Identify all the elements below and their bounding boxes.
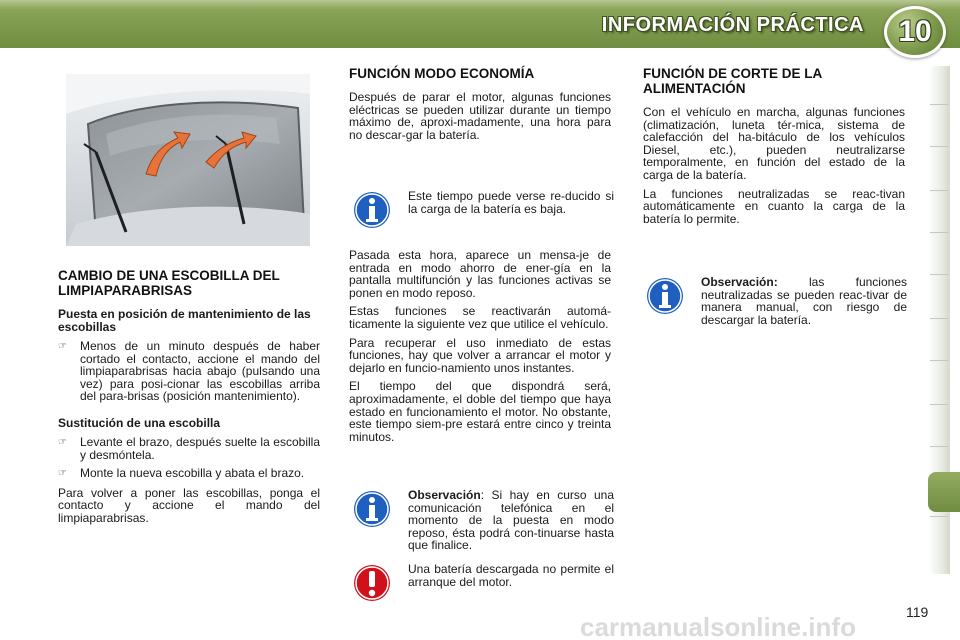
power-cut-section: [643, 66, 905, 231]
economy-intro: Después de parar el motor, algunas funciones eléctricas se pueden utilizar durante un tiempo máximo de, aproxi-madamente, una hora para no descar-gar la batería.: [349, 90, 611, 142]
info-icon: [352, 190, 392, 230]
tab-divider: [930, 360, 948, 361]
economy-paragraph: El tiempo del que dispondrá será, aproximadamente, el doble del tiempo que haya estado en funcionamiento el motor. No obstante, este tiempo siem-pre estará entre cinco y treinta minutos.: [349, 379, 611, 444]
chapter-badge: [884, 6, 946, 58]
chapter-number: 10: [898, 15, 932, 48]
note-text: Este tiempo puede verse re-ducido si la carga de la batería es baja.: [408, 189, 614, 216]
list-item: [58, 467, 320, 481]
note-text: [701, 276, 907, 326]
tab-divider: [930, 274, 948, 275]
tab-divider: [930, 104, 948, 105]
arrow-bullet-icon: ☞: [58, 341, 67, 352]
info-icon: [645, 276, 685, 316]
note-text: Una batería descargada no permite el arranque del motor.: [408, 562, 614, 589]
note-body: las funciones neutralizadas se pueden reac-tivar de manera manual, con riesgo de descargar la batería.: [701, 275, 907, 327]
bullet-text: Menos de un minuto después de haber cortado el contacto, accione el mando del limpiaparabrisas hacia abajo (pulsando una vez) para posi-cionar las escobillas arriba del para-brisas (posición mantenimiento).: [80, 339, 320, 404]
info-icon: [352, 489, 392, 529]
note-body: : Si hay en curso una comunicación telefónica en el momento de la puesta en modo reposo, ésta podrá con-tinuarse hasta que finalice.: [408, 488, 614, 553]
economy-mode-heading: FUNCIÓN MODO ECONOMÍA: [349, 66, 535, 81]
replacement-subheading: Sustitución de una escobilla: [58, 415, 221, 430]
info-note-phone-call: [352, 489, 614, 555]
tab-divider: [930, 232, 948, 233]
economy-details: [349, 249, 611, 449]
tab-divider: [930, 516, 948, 517]
list-item: [58, 436, 320, 461]
economy-paragraph: Pasada esta hora, aparece un mensa-je de entrada en modo ahorro de ener-gía en la pantalla multifunción y las funciones activas se ponen en modo reposo.: [349, 248, 611, 300]
chapter-title: INFORMACIÓN PRÁCTICA: [601, 14, 864, 36]
watermark: carmanualsonline.info: [580, 612, 856, 640]
tab-divider: [930, 446, 948, 447]
bullet-text: Levante el brazo, después suelte la escobilla y desmóntela.: [80, 434, 320, 462]
wiper-heading: CAMBIO DE UNA ESCOBILLA DEL LIMPIAPARABRISAS: [58, 268, 280, 298]
note-text: [408, 489, 614, 552]
exclamation-icon: [352, 563, 392, 603]
note-label: Observación:: [701, 275, 778, 289]
economy-paragraph: Estas funciones se reactivarán automá-ticamente la siguiente vez que utilice el vehículo.: [349, 304, 611, 331]
header-shine: [0, 0, 960, 10]
bullet-text: Monte la nueva escobilla y abata el brazo.: [80, 466, 305, 481]
windscreen-illustration: [66, 74, 310, 246]
note-label: Observación: [408, 488, 481, 502]
arrow-bullet-icon: ☞: [58, 468, 67, 480]
economy-paragraph: Para recuperar el uso inmediato de estas funciones, hay que volver a arrancar el motor y dejarlo en funcio-namiento unos instantes.: [349, 335, 611, 375]
tab-divider: [930, 190, 948, 191]
power-cut-paragraph: Con el vehículo en marcha, algunas funciones (climatización, luneta tér-mica, sistema de calefacción del ha-bitáculo de los vehículos Diesel, etc.), pueden neutralizarse temporalmente, en función del estado de la carga de la batería.: [643, 105, 905, 182]
list-item: [58, 340, 320, 403]
page-number: 119: [906, 604, 929, 620]
page-header: [0, 0, 960, 48]
windscreen-wiper-photo: [66, 74, 310, 246]
info-note-reduced-time: [352, 190, 614, 236]
power-cut-paragraph: La funciones neutralizadas se reac-tivan automáticamente en cuanto la carga de la batería lo permite.: [643, 186, 905, 226]
chapter-tab-active[interactable]: [928, 472, 960, 512]
wiper-section: [58, 268, 320, 531]
maintenance-position-subheading: Puesta en posición de mantenimiento de las escobillas: [58, 307, 311, 334]
economy-mode-section: [349, 66, 611, 147]
tab-divider: [930, 404, 948, 405]
closing-paragraph: Para volver a poner las escobillas, ponga el contacto y accione el mando del limpiaparabrisas.: [58, 485, 320, 525]
arrow-bullet-icon: ☞: [58, 436, 67, 448]
warning-note-battery: [352, 563, 614, 603]
power-cut-heading: FUNCIÓN DE CORTE DE LA ALIMENTACIÓN: [643, 66, 822, 96]
info-note-manual-reactivation: [645, 276, 907, 332]
tab-divider: [930, 146, 948, 147]
tab-divider: [930, 318, 948, 319]
